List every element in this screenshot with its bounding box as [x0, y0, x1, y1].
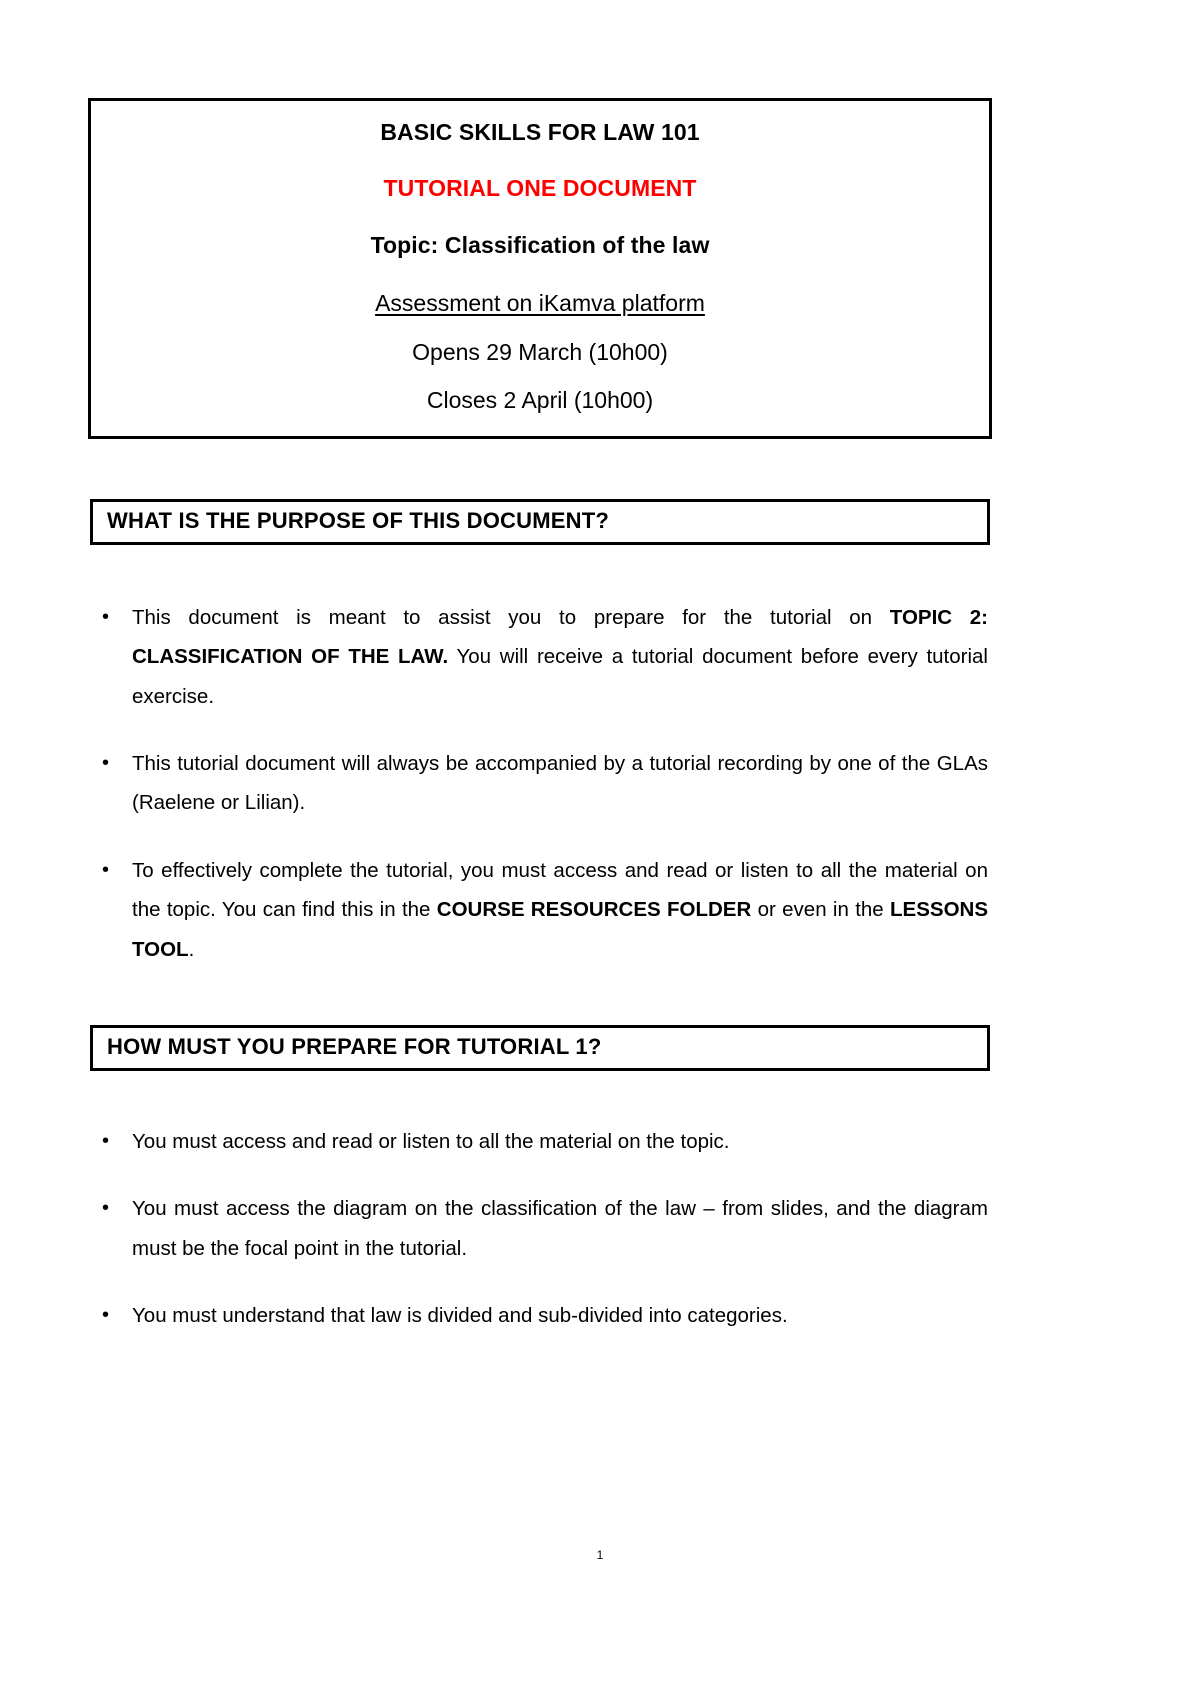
bullet-list-prepare	[90, 1122, 988, 1335]
bullet-item	[90, 1189, 988, 1268]
bullet-item	[90, 851, 988, 969]
section-header-prepare	[90, 1025, 990, 1071]
bullet-item-text	[132, 1189, 988, 1268]
opens-date: Opens 29 March (10h00)	[412, 338, 668, 365]
bullet-item	[90, 744, 988, 823]
section-header-purpose	[90, 499, 990, 545]
topic-title: Topic: Classification of the law	[370, 231, 710, 258]
page-number: 1	[596, 1548, 604, 1562]
bullet-item-text	[132, 1122, 988, 1161]
bullet-item-text	[132, 851, 988, 969]
body-text: or even in the	[751, 898, 891, 922]
body-text: .	[188, 937, 195, 961]
bullet-item	[90, 1122, 988, 1161]
body-text: This tutorial document will always be accompanied by a tutorial recording by one of the GLAs (Raelene or Lilian).	[132, 752, 988, 815]
bullet-point-icon: •	[102, 1197, 110, 1220]
title-box	[88, 98, 992, 439]
body-text: You must access the diagram on the classification of the law – from slides, and the diagram must be the focal point in the tutorial.	[132, 1197, 988, 1260]
body-text: This document is meant to assist you to prepare for the tutorial on	[132, 606, 890, 629]
bullet-item	[90, 598, 988, 716]
section-header-prepare-label: HOW MUST YOU PREPARE FOR TUTORIAL 1?	[107, 1034, 602, 1059]
bullet-point-icon: •	[102, 606, 110, 628]
document-type-title: TUTORIAL ONE DOCUMENT	[383, 175, 697, 202]
bullet-point-icon: •	[102, 752, 110, 775]
bullet-point-icon: •	[102, 1130, 110, 1152]
body-text: You must understand that law is divided and sub-divided into categories.	[132, 1304, 788, 1328]
body-text: You will receive a tutorial document before every tutorial exercise.	[132, 645, 988, 708]
closes-date: Closes 2 April (10h00)	[426, 387, 654, 414]
bullet-point-icon: •	[102, 858, 110, 881]
body-text: To effectively complete the tutorial, you must access and read or listen to all the material on the topic. You can find this in the	[132, 858, 988, 922]
emphasis-text: LESSONS TOOL	[132, 898, 988, 961]
bullet-item-text	[132, 744, 988, 823]
emphasis-text: TOPIC 2: CLASSIFICATION OF THE LAW.	[132, 606, 989, 669]
bullet-list-purpose	[90, 598, 988, 969]
bullet-item	[90, 1296, 988, 1335]
body-text: You must access and read or listen to all the material on the topic.	[132, 1130, 730, 1153]
assessment-platform-note: Assessment on iKamva platform	[375, 290, 705, 317]
emphasis-text: COURSE RESOURCES FOLDER	[436, 898, 752, 922]
course-title: BASIC SKILLS FOR LAW 101	[380, 119, 700, 145]
bullet-item-text	[132, 598, 988, 716]
bullet-item-text	[132, 1296, 988, 1335]
bullet-point-icon: •	[102, 1304, 110, 1327]
section-header-purpose-label: WHAT IS THE PURPOSE OF THIS DOCUMENT?	[107, 508, 609, 533]
